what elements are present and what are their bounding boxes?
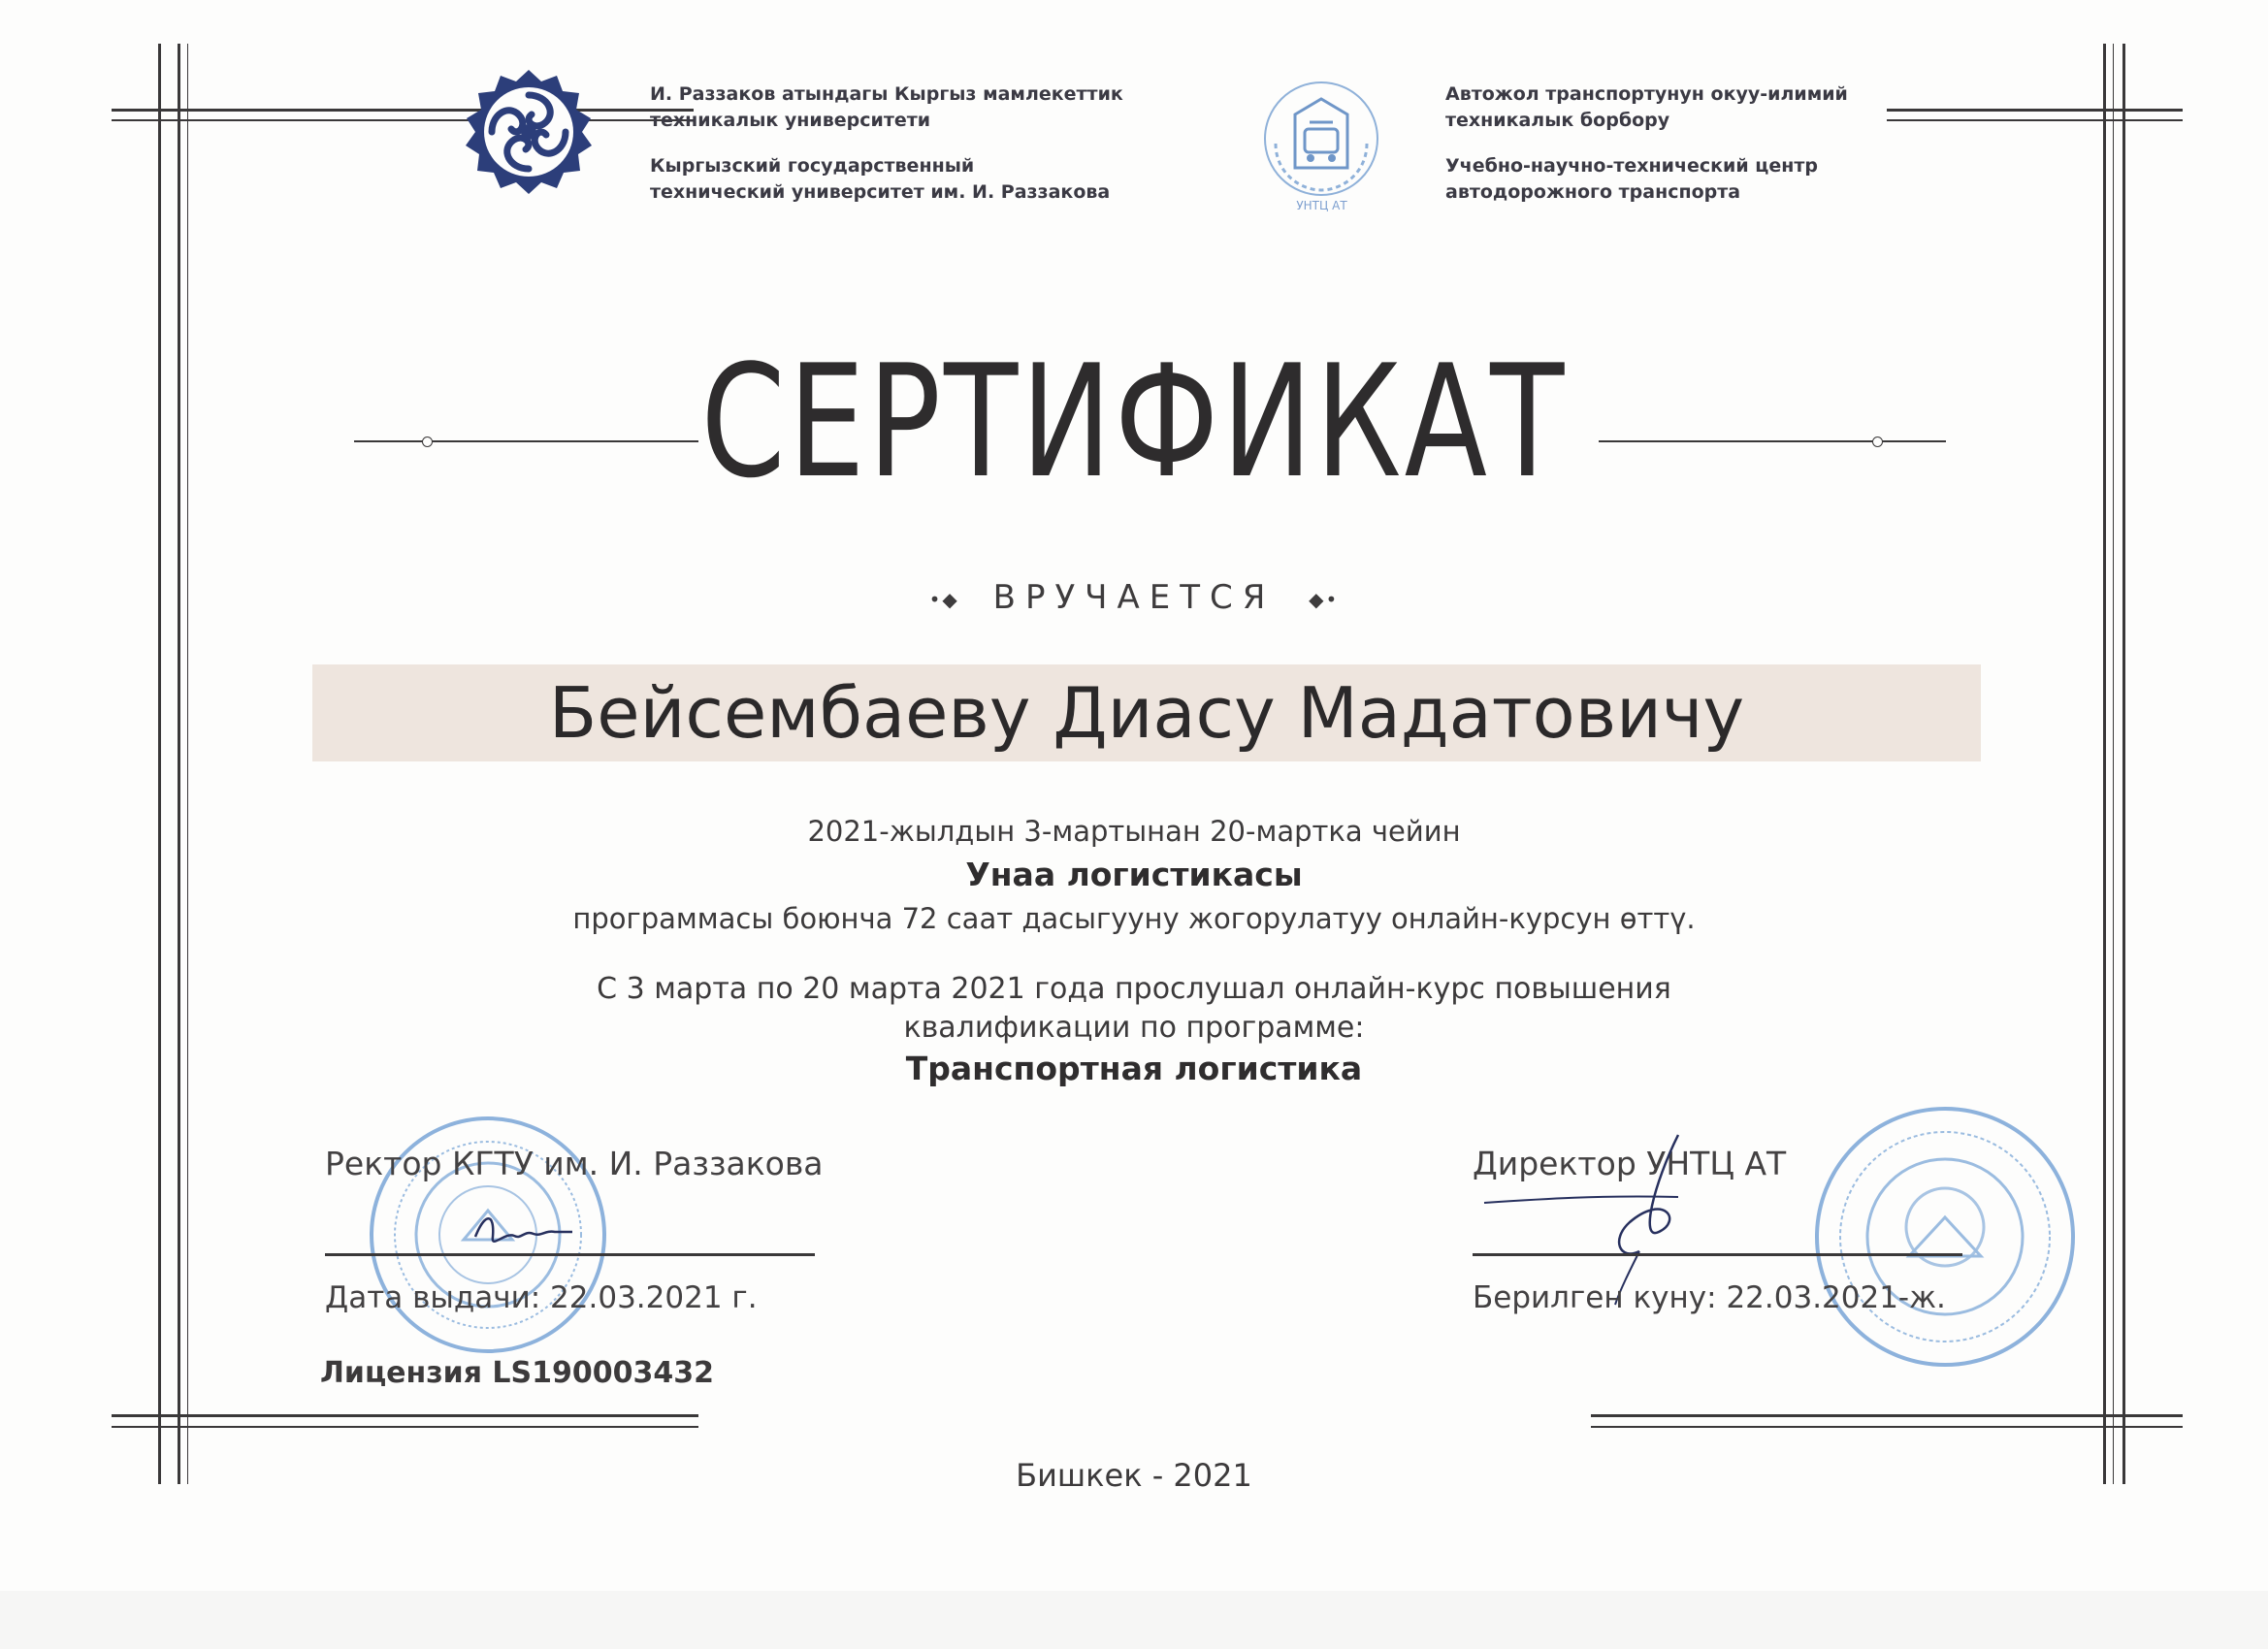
university-ky-line-1: И. Раззаков атындагы Кыргыз мамлекеттик [650, 83, 1123, 105]
frame-right-line-2 [2122, 44, 2125, 1484]
frame-left-line-1 [158, 44, 161, 1484]
center-ky-line-2: техникалык борбору [1445, 110, 1670, 131]
ky-program: Унаа логистикасы [965, 856, 1303, 893]
ky-dates: 2021-жылдын 3-мартынан 20-мартка чейин [807, 815, 1461, 848]
university-ru-line-1: Кыргызский государственный [650, 155, 975, 177]
frame-bottom-left-line-1 [112, 1414, 698, 1417]
center-ru-line-2: автодорожного транспорта [1445, 181, 1741, 203]
awarded-to-label: ВРУЧАЕТСЯ [992, 578, 1276, 617]
university-name-ky [650, 81, 1154, 134]
emblem-caption: УНТЦ АТ [1296, 199, 1347, 212]
frame-right-line-1 [2103, 44, 2106, 1484]
frame-top-right-line-1 [1887, 109, 2183, 112]
place-year: Бишкек - 2021 [1016, 1457, 1252, 1494]
frame-left-line-2 [178, 44, 180, 1484]
left-issue-date: Дата выдачи: 22.03.2021 г. [325, 1280, 758, 1315]
university-name-ru [650, 153, 1154, 206]
frame-bottom-right-line-2 [1591, 1426, 2183, 1428]
ru-description-line-2: квалификации по программе: [903, 1011, 1365, 1045]
frame-top-left-line-2 [112, 119, 694, 121]
license-number: Лицензия LS190003432 [320, 1356, 714, 1390]
university-ky-line-2: техникалык университети [650, 110, 931, 131]
left-handwritten-signature [466, 1203, 601, 1261]
recipient-name: Бейсембаеву Диасу Мадатовичу [548, 672, 1745, 754]
frame-bottom-left-line-2 [112, 1426, 698, 1428]
scan-bottom-edge [0, 1591, 2268, 1649]
ornament-right: ◆• [1309, 587, 1340, 611]
left-signatory-title: Ректор КГТУ им. И. Раззакова [325, 1145, 824, 1182]
frame-bottom-right-line-1 [1591, 1414, 2183, 1417]
center-name-ru [1445, 153, 1892, 206]
frame-top-right-line-2 [1887, 119, 2183, 121]
right-signature-line [1473, 1253, 1962, 1256]
right-seal-stamp-icon [1812, 1101, 2079, 1373]
center-ru-line-1: Учебно-научно-технический центр [1445, 155, 1818, 177]
right-signatory-title: Директор УНТЦ АТ [1473, 1145, 1787, 1182]
frame-left-line-3 [187, 44, 188, 1484]
ru-description-line-1: С 3 марта по 20 марта 2021 года прослушал онлайн-курс повышения [597, 972, 1671, 1006]
frame-right-line-3 [2113, 44, 2114, 1484]
frame-top-left-line-1 [112, 109, 694, 112]
left-signature-line [325, 1253, 815, 1256]
transport-center-emblem-icon [1256, 76, 1387, 216]
ru-program: Транспортная логистика [905, 1050, 1363, 1087]
awarded-to-row [0, 578, 2268, 617]
university-logo-icon [456, 66, 601, 211]
ornament-left: •◆ [928, 587, 959, 611]
ky-description: программасы боюнча 72 саат дасыгууну жогорулатуу онлайн-курсун өттү. [572, 902, 1696, 935]
center-name-ky [1445, 81, 1892, 134]
right-issue-date: Берилген куну: 22.03.2021-ж. [1473, 1280, 1946, 1315]
center-ky-line-1: Автожол транспортунун окуу-илимий [1445, 83, 1848, 105]
certificate-title: СЕРТИФИКАТ [700, 331, 1568, 512]
university-ru-line-2: технический университет им. И. Раззакова [650, 181, 1111, 203]
